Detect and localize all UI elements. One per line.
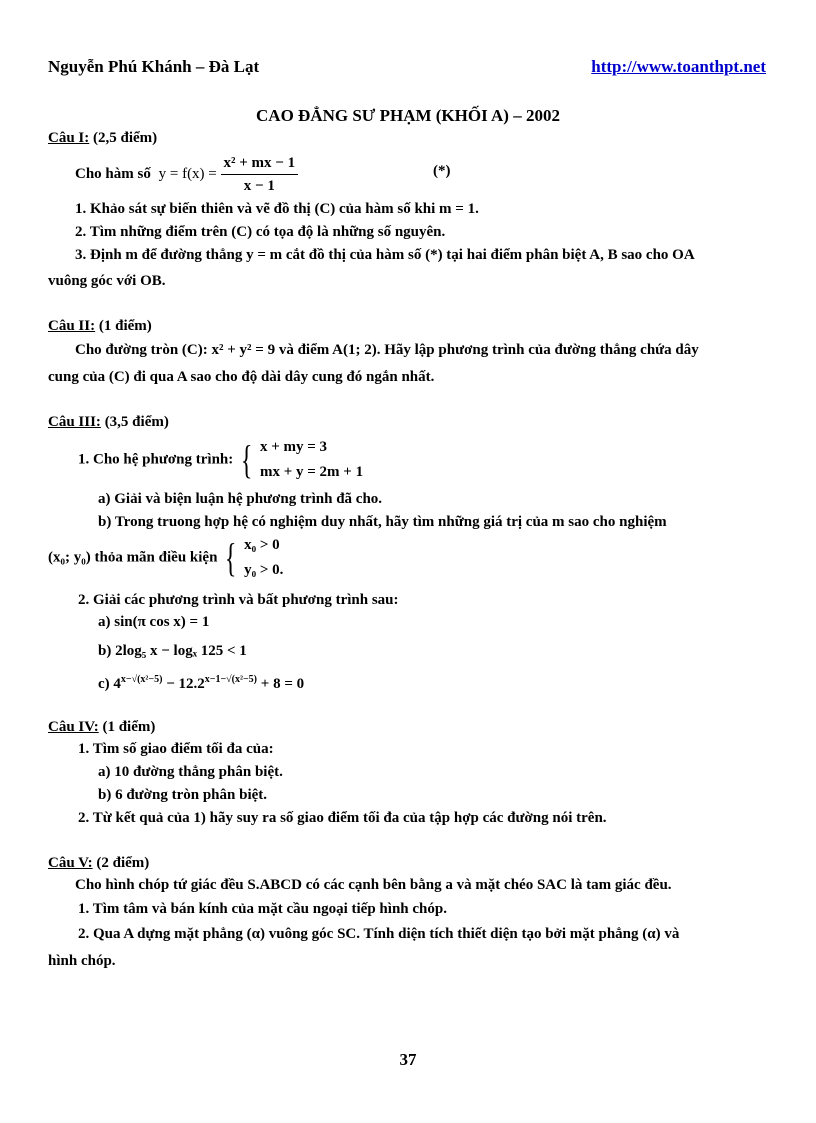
q1-item-3: 3. Định m để đường thẳng y = m cắt đồ thị của hàm số (*) tại hai điểm phân biệt A, B sao cho OA bbox=[75, 247, 695, 263]
q1-star: (*) bbox=[433, 163, 451, 179]
q1-item-1: 1. Khảo sát sự biến thiên và vẽ đồ thị (C) của hàm số khi m = 1. bbox=[75, 201, 479, 217]
q1-function: Cho hàm số y = f(x) = $\frac{\text{x² + mx − 1}}{x - 1}$ bbox=[75, 152, 298, 197]
q1-item-3-cont: vuông góc với OB. bbox=[48, 273, 166, 289]
header-author: Nguyễn Phú Khánh – Đà Lạt bbox=[48, 57, 260, 76]
q2-heading: Câu II: (1 điểm) bbox=[48, 318, 152, 334]
q4-heading: Câu IV: (1 điểm) bbox=[48, 719, 156, 735]
q2-line-2: cung của (C) đi qua A sao cho độ dài dây cung đó ngắn nhất. bbox=[48, 369, 435, 385]
q5-intro: Cho hình chóp tứ giác đều S.ABCD có các cạnh bên bằng a và mặt chéo SAC là tam giác đều. bbox=[75, 877, 672, 893]
q4-item-2: 2. Từ kết quả của 1) hãy suy ra số giao điểm tối đa của tập hợp các đường nói trên. bbox=[78, 810, 607, 826]
q3-condition: (x₀; y₀) thỏa mãn điều kiện { x₀ > 0 y₀ > 0. bbox=[48, 535, 284, 580]
q3-heading: Câu III: (3,5 điểm) bbox=[48, 414, 169, 430]
q4-item-1b: b) 6 đường tròn phân biệt. bbox=[98, 787, 268, 803]
q4-item-1a: a) 10 đường thẳng phân biệt. bbox=[98, 764, 283, 780]
q4-item-1: 1. Tìm số giao điểm tối đa của: bbox=[78, 741, 274, 757]
q3-system: 1. Cho hệ phương trình: { x + my = 3 mx + y = 2m + 1 bbox=[78, 437, 364, 482]
q1-item-2: 2. Tìm những điểm trên (C) có tọa độ là những số nguyên. bbox=[75, 224, 446, 240]
q3-part-2: 2. Giải các phương trình và bất phương trình sau: bbox=[78, 592, 399, 608]
page-title: CAO ĐẲNG SƯ PHẠM (KHỐI A) – 2002 bbox=[256, 106, 560, 125]
q3-part-2c: c) $4^{x-√(x^2-5)} - 12.2^{x-1-√(x^2-5)} + 8 = 0$ bbox=[98, 674, 305, 692]
q3-part-2b: b) 2log₅ x − logₓ 125 < 1 bbox=[98, 643, 247, 659]
q3-item-a: a) Giải và biện luận hệ phương trình đã cho. bbox=[98, 491, 383, 507]
q1-heading: Câu I: (2,5 điểm) bbox=[48, 130, 158, 146]
q5-heading: Câu V: (2 điểm) bbox=[48, 855, 150, 871]
q5-item-2-cont: hình chóp. bbox=[48, 953, 116, 969]
page-number: 37 bbox=[399, 1050, 417, 1069]
header-url-link[interactable]: http://www.toanthpt.net bbox=[591, 57, 766, 76]
q3-part-2a: a) sin(π cos x) = 1 bbox=[98, 614, 210, 630]
q2-line-1: Cho đường tròn (C): x² + y² = 9 và điểm A(1; 2). Hãy lập phương trình của đường thẳng chứa dây bbox=[75, 342, 699, 358]
q5-item-1: 1. Tìm tâm và bán kính của mặt cầu ngoại tiếp hình chóp. bbox=[78, 901, 447, 917]
q5-item-2: 2. Qua A dựng mặt phẳng (α) vuông góc SC. Tính diện tích thiết diện tạo bởi mặt phẳng (α) và bbox=[78, 926, 680, 942]
q3-item-b: b) Trong truong hợp hệ có nghiệm duy nhất, hãy tìm những giá trị của m sao cho nghiệm bbox=[98, 514, 667, 530]
